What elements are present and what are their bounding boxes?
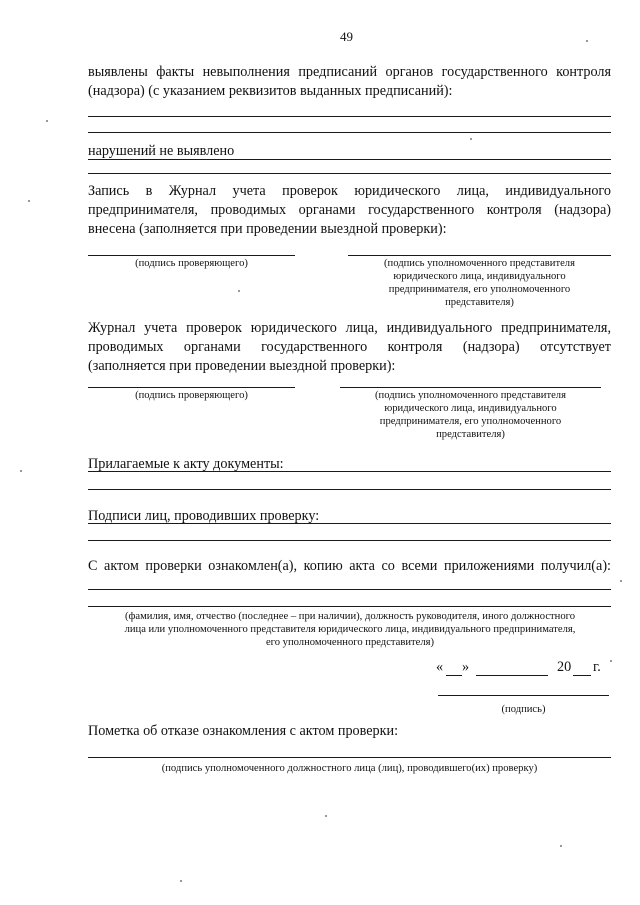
refusal-caption: (подпись уполномоченного должностного лица (лиц), проводившего(их) проверку) bbox=[161, 763, 538, 774]
refusal-signature-line[interactable] bbox=[88, 757, 611, 758]
journal-absent-line-2: проводимых органами государственного контроля (надзора) отсутствует bbox=[88, 339, 611, 355]
inspector-signatures-line-1 bbox=[88, 523, 611, 524]
journal-absent-line-1: Журнал учета проверок юридического лица, индивидуального предпринимателя, bbox=[88, 320, 611, 336]
scan-speck bbox=[560, 845, 562, 847]
scan-speck bbox=[586, 40, 588, 42]
inspector-signatures-label: Подписи лиц, проводивших проверку: bbox=[88, 508, 320, 524]
scan-speck bbox=[28, 200, 30, 202]
scan-speck bbox=[610, 660, 612, 662]
caption-line: (подпись уполномоченного представителя bbox=[375, 390, 566, 401]
violations-fill-line-1 bbox=[88, 116, 611, 117]
inspector-signature-line-1 bbox=[88, 255, 295, 256]
acknowledgement-signature-line bbox=[88, 606, 611, 607]
date-close-quote: » bbox=[462, 659, 470, 675]
caption-line: юридического лица, индивидуального bbox=[393, 271, 566, 282]
caption-line: (фамилия, имя, отчество (последнее – при наличии), должность руководителя, иного должностного bbox=[124, 611, 576, 622]
journal-entry-line-1: Запись в Журнал учета проверок юридического лица, индивидуального bbox=[88, 183, 611, 199]
scan-speck bbox=[180, 880, 182, 882]
date-year-suffix: г. bbox=[593, 659, 601, 675]
date-year-field[interactable] bbox=[573, 675, 591, 676]
scan-speck bbox=[325, 815, 327, 817]
caption-line: представителя) bbox=[445, 297, 514, 308]
inspector-signature-caption-2: (подпись проверяющего) bbox=[135, 390, 248, 401]
date-month-field[interactable] bbox=[476, 675, 548, 676]
representative-signature-caption-1 bbox=[348, 257, 611, 309]
violations-fill-line-2 bbox=[88, 132, 611, 133]
journal-entry-line-3: внесена (заполняется при проведении выездной проверки): bbox=[88, 221, 447, 237]
refusal-label: Пометка об отказе ознакомления с актом проверки: bbox=[88, 723, 399, 739]
date-year-prefix: 20 bbox=[557, 659, 572, 675]
scan-speck bbox=[46, 120, 48, 122]
attached-documents-line-1 bbox=[88, 471, 611, 472]
journal-absent-line-3: (заполняется при проведении выездной проверки): bbox=[88, 358, 396, 374]
no-violations-underline bbox=[88, 159, 611, 160]
scan-speck bbox=[20, 470, 22, 472]
scan-speck bbox=[238, 290, 240, 292]
caption-line: юридического лица, индивидуального bbox=[384, 403, 557, 414]
caption-line: предпринимателя, его уполномоченного bbox=[379, 416, 562, 427]
violations-text-line-2: (надзора) (с указанием реквизитов выданных предписаний): bbox=[88, 83, 453, 99]
attached-documents-label: Прилагаемые к акту документы: bbox=[88, 456, 284, 472]
scan-speck bbox=[620, 580, 622, 582]
representative-signature-line-1 bbox=[348, 255, 611, 256]
inspector-signatures-line-2 bbox=[88, 540, 611, 541]
caption-line: предпринимателя, его уполномоченного bbox=[388, 284, 571, 295]
signature-line[interactable] bbox=[438, 695, 609, 696]
violations-text-line-1: выявлены факты невыполнения предписаний органов государственного контроля bbox=[88, 64, 611, 80]
attached-documents-line-2 bbox=[88, 489, 611, 490]
no-violations-text: нарушений не выявлено bbox=[88, 143, 235, 159]
signature-caption: (подпись) bbox=[501, 704, 546, 715]
inspector-signature-caption-1: (подпись проверяющего) bbox=[135, 258, 248, 269]
date-day-field[interactable] bbox=[446, 675, 462, 676]
caption-line: лица или уполномоченного представителя юридического лица, индивидуального предпринимателя, bbox=[124, 624, 576, 635]
acknowledgement-caption bbox=[70, 610, 630, 649]
inspector-signature-line-2 bbox=[88, 387, 295, 388]
caption-line: (подпись уполномоченного представителя bbox=[384, 258, 575, 269]
caption-line: его уполномоченного представителя) bbox=[265, 637, 435, 648]
no-violations-fill-line bbox=[88, 173, 611, 174]
caption-line: представителя) bbox=[436, 429, 505, 440]
acknowledgement-text: С актом проверки ознакомлен(а), копию акта со всеми приложениями получил(а): bbox=[88, 558, 611, 574]
representative-signature-caption-2 bbox=[340, 389, 601, 441]
representative-signature-line-2 bbox=[340, 387, 601, 388]
journal-entry-line-2: предпринимателя, проводимых органами государственного контроля (надзора) bbox=[88, 202, 611, 218]
date-open-quote: « bbox=[436, 659, 444, 675]
page-number: 49 bbox=[340, 29, 353, 44]
scan-speck bbox=[470, 138, 472, 140]
acknowledgement-fill-line bbox=[88, 589, 611, 590]
